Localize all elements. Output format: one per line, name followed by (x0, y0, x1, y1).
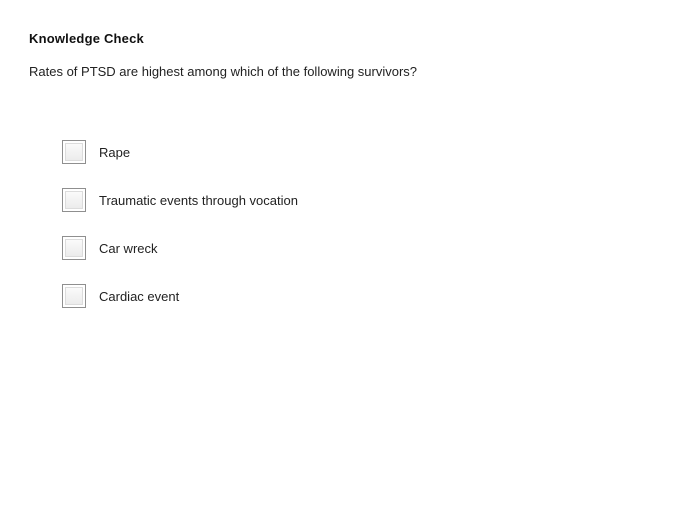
answer-label: Cardiac event (99, 288, 180, 304)
answer-option-car-wreck[interactable] (62, 234, 298, 262)
answer-options (62, 138, 298, 330)
answer-checkbox[interactable] (62, 140, 86, 164)
answer-checkbox[interactable] (62, 284, 86, 308)
answer-checkbox[interactable] (62, 188, 86, 212)
answer-option-cardiac-event[interactable] (62, 282, 298, 310)
answer-label: Traumatic events through vocation (99, 192, 298, 208)
answer-option-rape[interactable] (62, 138, 298, 166)
answer-checkbox[interactable] (62, 236, 86, 260)
answer-label: Rape (99, 144, 131, 160)
answer-label: Car wreck (99, 240, 158, 256)
answer-option-vocation[interactable] (62, 186, 298, 214)
page-title: Knowledge Check (29, 31, 144, 46)
question-text: Rates of PTSD are highest among which of the following survivors? (29, 64, 418, 79)
